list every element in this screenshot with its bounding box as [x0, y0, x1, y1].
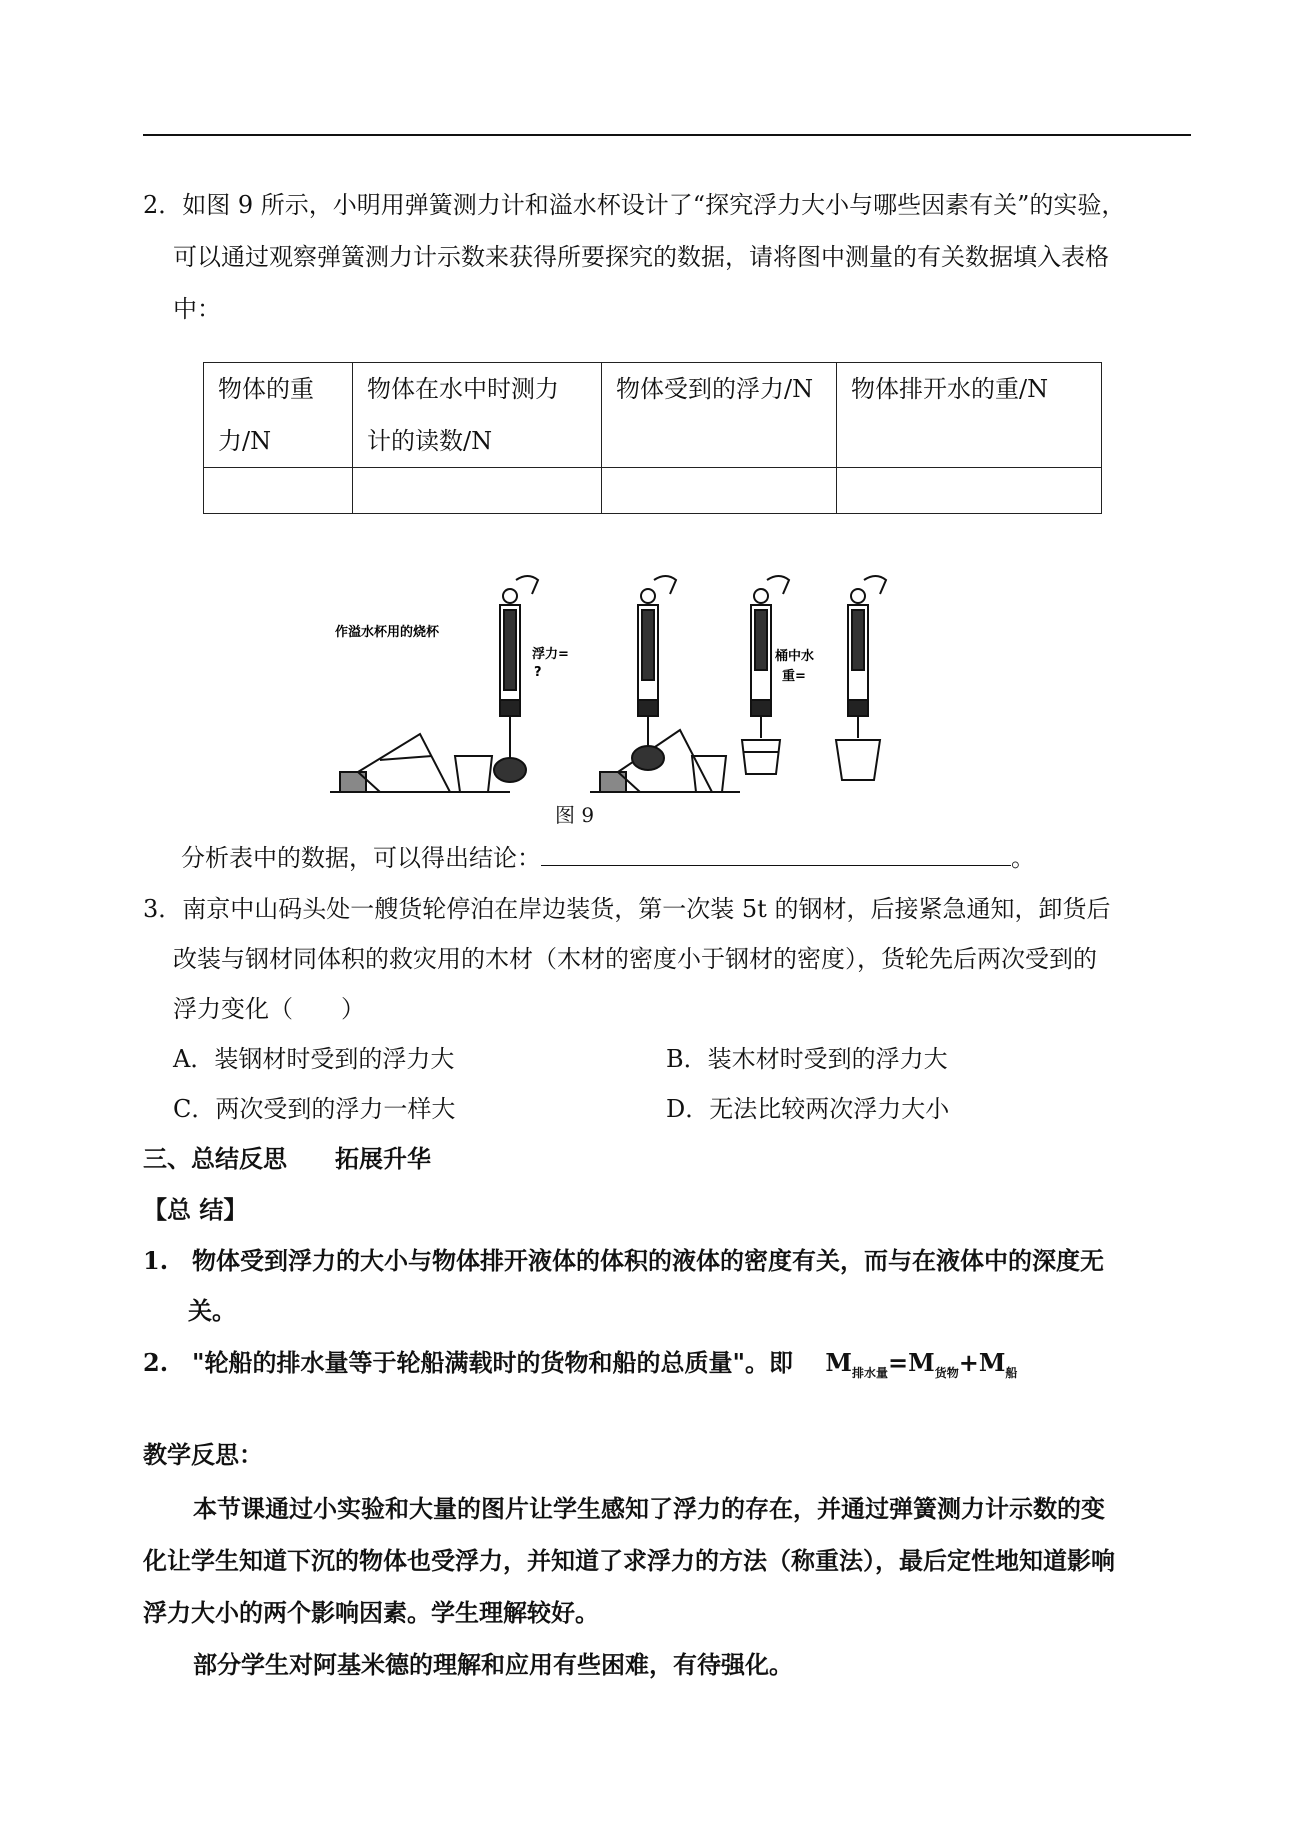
summary-item-1: 1. 物体受到浮力的大小与物体排开液体的体积的液体的密度有关，而与在液体中的深度无 [143, 1246, 1105, 1275]
q3-line2: 改装与钢材同体积的救灾用的木材（木材的密度小于钢材的密度），货轮先后两次受到的 [173, 945, 1097, 973]
answer-cell[interactable] [602, 468, 837, 514]
q3-line3: 浮力变化（ ） [173, 995, 365, 1023]
bucket-weight-label: 重= [782, 669, 806, 684]
header-reading: 物体在水中时测力 计的读数/N [353, 363, 602, 468]
hand-icon [516, 576, 538, 594]
scale-hook-base [500, 700, 520, 716]
scale-body [504, 610, 516, 690]
stone-icon [632, 746, 664, 770]
beaker-label: 作溢水杯用的烧杯 [335, 625, 440, 640]
scale-hook-base [751, 700, 771, 716]
overflow-beaker-icon [358, 734, 450, 792]
q2-line2: 可以通过观察弹簧测力计示数来获得所要探究的数据，请将图中测量的有关数据填入表格 [173, 243, 1109, 271]
buoyancy-question: ? [534, 665, 542, 680]
answer-cell[interactable] [353, 468, 602, 514]
reflection-p2: 部分学生对阿基米德的理解和应用有些困难，有待强化。 [193, 1650, 793, 1679]
header-buoyancy: 物体受到的浮力/N [602, 363, 837, 468]
table-header-row [204, 363, 1102, 468]
conclusion-line: 分析表中的数据，可以得出结论： 。 [181, 844, 1035, 872]
summary-item-1-cont: 关。 [188, 1296, 236, 1325]
scale-hook-base [638, 700, 658, 716]
q2-line1: 2．如图 9 所示，小明用弹簧测力计和溢水杯设计了“探究浮力大小与哪些因素有关”的实验， [143, 191, 1126, 219]
bucket-with-water-icon [742, 740, 780, 774]
figure-caption: 图 9 [555, 803, 595, 827]
option-d[interactable]: D．无法比较两次浮力大小 [666, 1095, 950, 1123]
water-line [380, 756, 432, 760]
hand-icon [767, 576, 789, 594]
summary-title: 【总 结】 [143, 1195, 248, 1224]
hand-icon [864, 576, 886, 594]
scale-ring-icon [641, 589, 655, 603]
reflection-p1-line2: 化让学生知道下沉的物体也受浮力，并知道了求浮力的方法（称重法），最后定性地知道影响 [143, 1546, 1115, 1575]
hand-icon [654, 576, 676, 594]
bucket-label: 桶中水 [775, 649, 815, 664]
table-answer-row [204, 468, 1102, 514]
scale-ring-icon [754, 589, 768, 603]
scale-body [755, 610, 767, 670]
q2-line3: 中： [173, 295, 221, 323]
figure-9 [320, 560, 960, 800]
scale-hook-base [848, 700, 868, 716]
header-rule [143, 134, 1191, 136]
section-heading: 三、总结反思 拓展升华 [143, 1144, 431, 1173]
option-c[interactable]: C．两次受到的浮力一样大 [173, 1095, 456, 1123]
option-a[interactable]: A．装钢材时受到的浮力大 [173, 1045, 455, 1073]
answer-cell[interactable] [837, 468, 1102, 514]
scale-ring-icon [851, 589, 865, 603]
answer-cell[interactable] [204, 468, 353, 514]
option-b[interactable]: B．装木材时受到的浮力大 [666, 1045, 948, 1073]
scale-ring-icon [503, 589, 517, 603]
scale-body [642, 610, 654, 680]
q3-line1: 3．南京中山码头处一艘货轮停泊在岸边装货，第一次装 5t 的钢材，后接紧急通知，卸货后 [143, 895, 1111, 923]
summary-item-2: 2. "轮船的排水量等于轮船满载时的货物和船的总质量"。即 $M_{排水量}=M_{货物}+M_船$ [143, 1348, 1018, 1380]
reflection-p1-line1: 本节课通过小实验和大量的图片让学生感知了浮力的存在，并通过弹簧测力计示数的变 [193, 1494, 1105, 1523]
stone-icon [494, 758, 526, 782]
conclusion-blank[interactable] [541, 843, 1011, 866]
scale-body [852, 610, 864, 670]
empty-bucket-icon [836, 740, 880, 780]
reflection-p1-line3: 浮力大小的两个影响因素。学生理解较好。 [143, 1598, 599, 1627]
header-weight: 物体的重 力/N [204, 363, 353, 468]
bucket-icon [455, 756, 492, 792]
reflection-title: 教学反思： [143, 1440, 263, 1469]
buoyancy-label: 浮力= [532, 647, 569, 662]
header-displaced-weight: 物体排开水的重/N [837, 363, 1102, 468]
data-table [203, 362, 1102, 514]
